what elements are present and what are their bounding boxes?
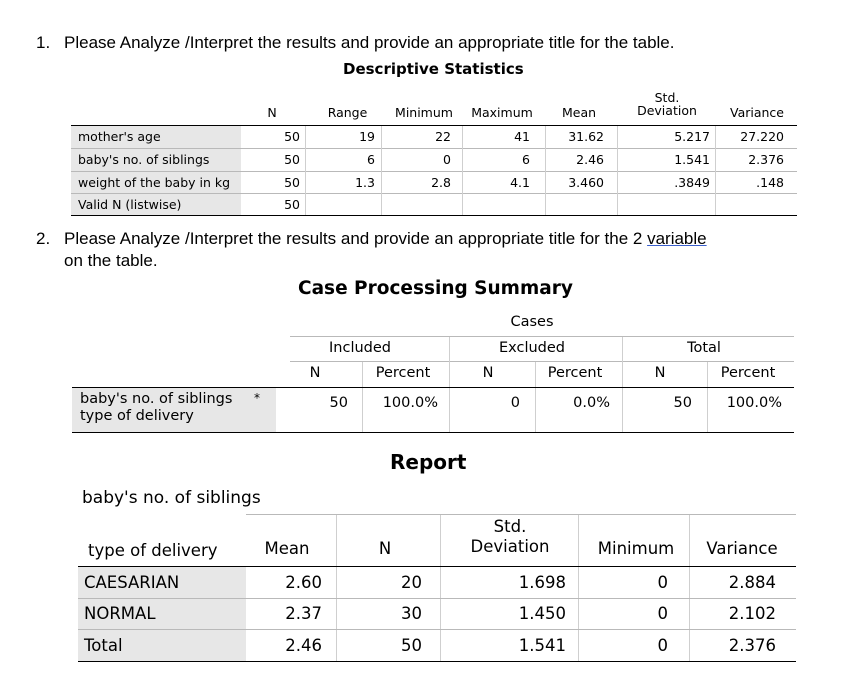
row-label: baby's no. of siblings	[78, 152, 210, 167]
row-label-line-2: type of delivery	[80, 408, 194, 424]
percent-header: Percent	[720, 365, 776, 381]
col-header-range: Range	[327, 105, 368, 120]
cell-maximum: 4.1	[510, 175, 530, 190]
cell-variance: .148	[756, 175, 784, 190]
cell-std-deviation: 1.541	[518, 636, 566, 655]
cell-excluded-n: 0	[510, 395, 520, 411]
col-header-std: Std.	[493, 517, 527, 536]
cell-n: 50	[401, 636, 422, 655]
table-title: Descriptive Statistics	[343, 60, 524, 78]
question-1-text: Please Analyze /Interpret the results and provide an appropriate title for the table.	[64, 33, 675, 52]
cell-mean: 2.46	[285, 636, 322, 655]
header-rule	[246, 514, 796, 515]
col-header-variance: Variance	[730, 105, 784, 120]
row-label: NORMAL	[84, 604, 156, 623]
cell-std-deviation: 1.698	[518, 573, 566, 592]
row-label: CAESARIAN	[84, 573, 180, 592]
col-rule	[578, 515, 579, 661]
col-header-minimum: Minimum	[597, 539, 675, 558]
n-header: N	[654, 365, 666, 381]
cell-n: 50	[284, 152, 300, 167]
excluded-header: Excluded	[498, 340, 565, 356]
table-title: Case Processing Summary	[298, 278, 573, 299]
cell-minimum: 0	[657, 573, 668, 592]
col-rule	[336, 515, 337, 661]
cell-excluded-percent: 0.0%	[573, 395, 610, 411]
total-header: Total	[687, 340, 721, 356]
question-2-text: Please Analyze /Interpret the results and provide an appropriate title for the 2	[64, 229, 648, 248]
question-1-number: 1.	[36, 33, 51, 52]
percent-header: Percent	[375, 365, 431, 381]
cases-header: Cases	[510, 314, 554, 330]
cell-minimum: 2.8	[431, 175, 451, 190]
col-header-n: N	[378, 539, 392, 558]
cell-std-deviation: 5.217	[674, 129, 710, 144]
included-header: Included	[329, 340, 391, 356]
cell-included-percent: 100.0%	[382, 395, 438, 411]
table-bottom-rule	[78, 661, 796, 662]
cell-minimum: 0	[657, 636, 668, 655]
cell-mean: 2.37	[285, 604, 322, 623]
question-2-underlined-word: variable	[647, 229, 707, 248]
row-label: weight of the baby in kg	[78, 175, 231, 190]
row-label-footnote-star: *	[254, 391, 260, 405]
row-label: Total	[84, 636, 123, 655]
col-rule	[440, 515, 441, 661]
cell-n: 50	[284, 175, 300, 190]
row-rule	[78, 598, 796, 599]
col-header-deviation: Deviation	[470, 537, 550, 556]
cell-maximum: 6	[522, 152, 530, 167]
cell-std-deviation: .3849	[674, 175, 710, 190]
cell-minimum: 22	[435, 129, 451, 144]
cell-minimum: 0	[443, 152, 451, 167]
cell-included-n: 50	[329, 395, 348, 411]
row-label: mother's age	[78, 129, 161, 144]
cell-variance: 2.884	[728, 573, 776, 592]
cell-maximum: 41	[514, 129, 530, 144]
cell-mean: 31.62	[568, 129, 604, 144]
cell-n: 20	[401, 573, 422, 592]
question-2-line-2: on the table.	[64, 251, 158, 270]
cell-variance: 2.102	[728, 604, 776, 623]
cell-mean: 3.460	[568, 175, 604, 190]
n-header: N	[482, 365, 494, 381]
cell-minimum: 0	[657, 604, 668, 623]
col-header-n: N	[267, 105, 277, 120]
col-rule	[689, 515, 690, 661]
table-title: Report	[390, 450, 467, 474]
cell-n: 50	[284, 197, 300, 212]
table-subtitle: baby's no. of siblings	[82, 488, 261, 508]
cell-std-deviation: 1.450	[518, 604, 566, 623]
row-label-line-1: baby's no. of siblings	[80, 391, 233, 407]
cell-range: 1.3	[355, 175, 375, 190]
col-header-std: Std.	[654, 90, 680, 105]
cell-variance: 2.376	[748, 152, 784, 167]
col-header-deviation: Deviation	[637, 103, 697, 118]
cell-n: 50	[284, 129, 300, 144]
cell-range: 6	[367, 152, 375, 167]
cell-std-deviation: 1.541	[674, 152, 710, 167]
percent-header: Percent	[547, 365, 603, 381]
col-header-minimum: Minimum	[395, 105, 453, 120]
cell-n: 30	[401, 604, 422, 623]
col-header-mean: Mean	[264, 539, 310, 558]
cell-range: 19	[359, 129, 375, 144]
col-header-variance: Variance	[706, 539, 778, 558]
col-header-maximum: Maximum	[471, 105, 533, 120]
cell-total-n: 50	[673, 395, 692, 411]
cell-variance: 27.220	[740, 129, 784, 144]
row-rule	[78, 629, 796, 630]
cell-mean: 2.46	[576, 152, 604, 167]
cell-total-percent: 100.0%	[726, 395, 782, 411]
row-label: Valid N (listwise)	[78, 197, 182, 212]
cell-variance: 2.376	[728, 636, 776, 655]
n-header: N	[309, 365, 321, 381]
group-header: type of delivery	[88, 541, 218, 560]
cell-mean: 2.60	[285, 573, 322, 592]
col-header-mean: Mean	[561, 105, 597, 120]
question-2-number: 2.	[36, 229, 51, 248]
